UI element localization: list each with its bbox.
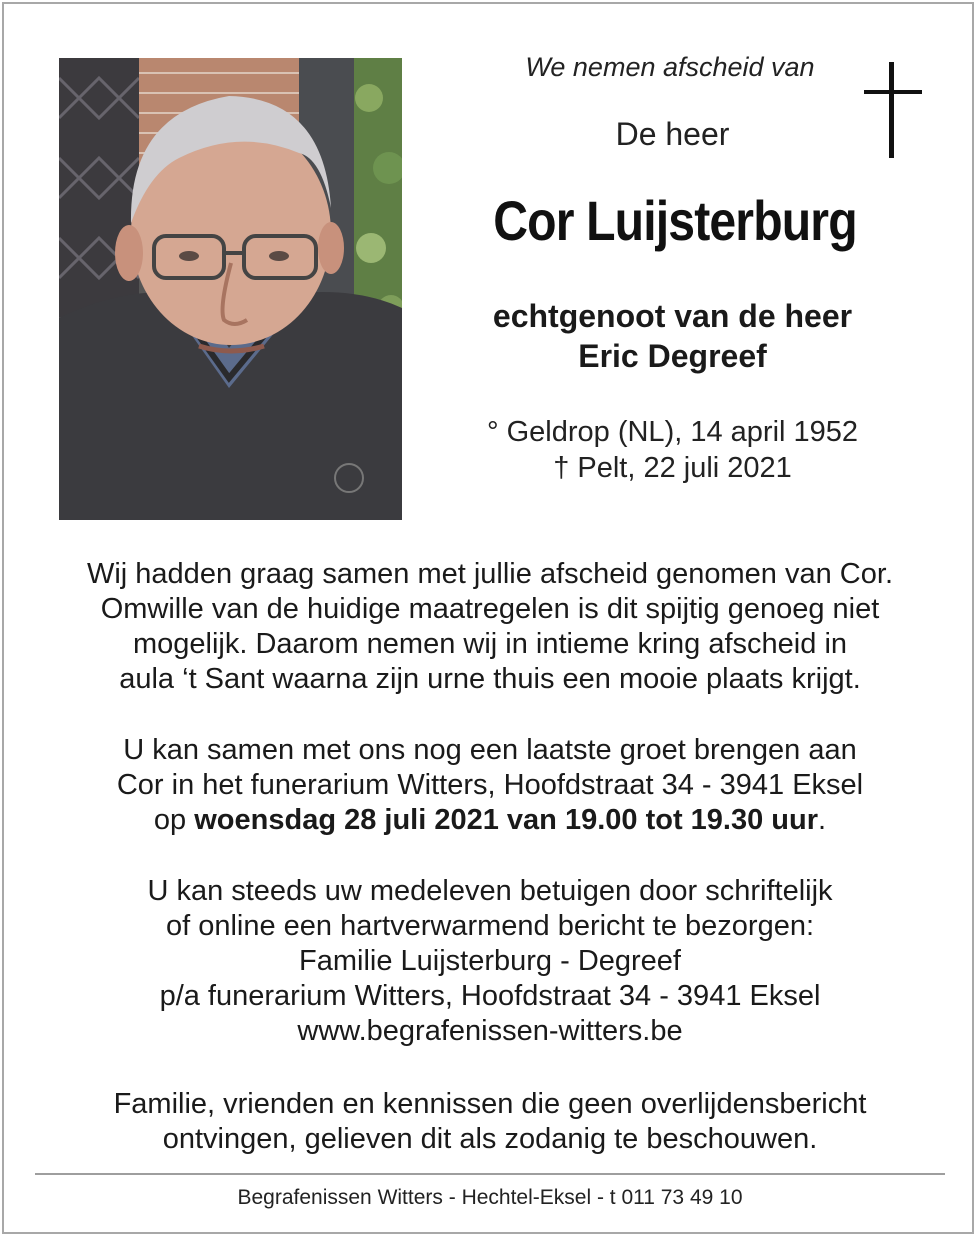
visitation-paragraph bbox=[30, 733, 950, 838]
family-address: Familie Luijsterburg - Degreef bbox=[299, 945, 681, 977]
closing-paragraph bbox=[30, 1087, 950, 1157]
website-link[interactable]: www.begrafenissen-witters.be bbox=[297, 1015, 683, 1047]
intro-text: We nemen afscheid van bbox=[525, 52, 815, 82]
text-prefix: op bbox=[153, 804, 195, 836]
spouse-block bbox=[440, 296, 905, 376]
birth-date: ° Geldrop (NL), 14 april 1952 bbox=[486, 416, 859, 448]
visitation-time-line bbox=[30, 803, 950, 838]
portrait-photo bbox=[59, 58, 402, 520]
text-line: mogelijk. Daarom nemen wij in intieme kring afscheid in bbox=[132, 628, 848, 660]
dates-block bbox=[440, 414, 905, 486]
text-line: aula ‘t Sant waarna zijn urne thuis een mooie plaats krijgt. bbox=[119, 663, 861, 695]
deceased-name: Cor Luijsterburg bbox=[493, 189, 857, 252]
spouse-line-1: echtgenoot van de heer bbox=[492, 298, 853, 334]
text-line: ontvingen, gelieven dit als zodanig te beschouwen. bbox=[162, 1123, 818, 1155]
condolence-paragraph bbox=[30, 874, 950, 1049]
text-line: U kan steeds uw medeleven betuigen door schriftelijk bbox=[147, 875, 833, 907]
footer-divider bbox=[35, 1173, 945, 1175]
text-line: of online een hartverwarmend bericht te bezorgen: bbox=[165, 910, 815, 942]
text-line: U kan samen met ons nog een laatste groet brengen aan bbox=[123, 734, 857, 766]
footer-text: Begrafenissen Witters - Hechtel-Eksel - t 011 73 49 10 bbox=[237, 1186, 743, 1209]
text-line: Familie, vrienden en kennissen die geen overlijdensbericht bbox=[113, 1088, 867, 1120]
honorific: De heer bbox=[615, 116, 730, 152]
funeral-home-address: p/a funerarium Witters, Hoofdstraat 34 - 3941 Eksel bbox=[159, 980, 821, 1012]
text-line: Omwille van de huidige maatregelen is dit spijtig genoeg niet bbox=[100, 593, 880, 625]
text-suffix: . bbox=[818, 804, 827, 836]
text-line: Cor in het funerarium Witters, Hoofdstraat 34 - 3941 Eksel bbox=[116, 769, 864, 801]
spouse-line-2: Eric Degreef bbox=[578, 338, 767, 374]
death-date: † Pelt, 22 juli 2021 bbox=[553, 452, 792, 484]
farewell-paragraph bbox=[30, 557, 950, 697]
visitation-time: woensdag 28 juli 2021 van 19.00 tot 19.30 uur bbox=[194, 804, 819, 836]
text-line: Wij hadden graag samen met jullie afscheid genomen van Cor. bbox=[86, 558, 893, 590]
